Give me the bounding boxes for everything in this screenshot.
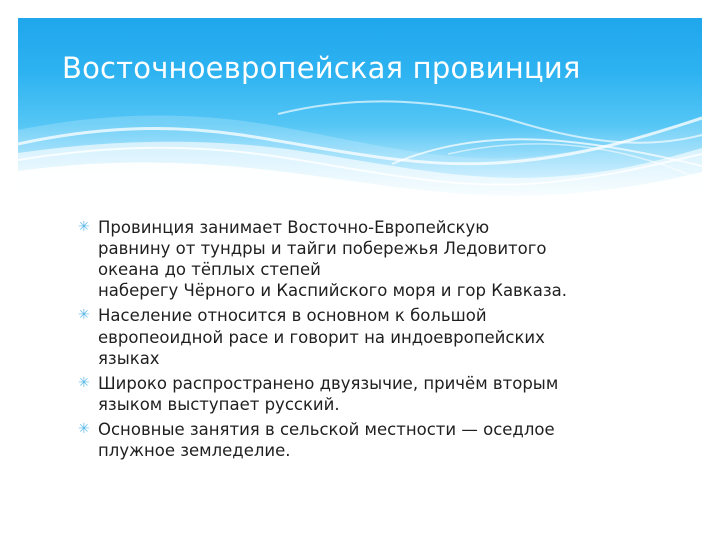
- slide-title: Восточноевропейская провинция: [62, 51, 581, 85]
- asterisk-icon: ✳: [78, 420, 90, 437]
- bullet-item-3: [78, 373, 638, 415]
- asterisk-icon: ✳: [78, 219, 90, 235]
- title-banner: [18, 18, 702, 203]
- bullet-item-4: [78, 419, 638, 461]
- bullet-item-1: [78, 217, 638, 301]
- wave-decoration: [18, 18, 702, 203]
- bullet-line: Широко распространено двуязычие, причём вторым: [98, 373, 559, 393]
- bullet-line: Население относится в основном к большой: [98, 306, 487, 326]
- bullet-text-2: [98, 305, 638, 368]
- bullet-line: океана до тёплых степей: [98, 260, 321, 280]
- bullet-text-3: [98, 373, 638, 415]
- bullet-line: языках: [98, 348, 160, 368]
- bullet-list: [78, 217, 638, 465]
- bullet-line: европеоидной расе и говорит на индоевропейских: [98, 327, 545, 347]
- bullet-line: равнину от тундры и тайги побережья Ледовитого: [98, 239, 547, 259]
- bullet-line: Основные занятия в сельской местности — оседлое: [98, 419, 555, 439]
- bullet-line: плужное земледелие.: [98, 441, 291, 461]
- bullet-item-2: [78, 305, 638, 368]
- bullet-text-1: [98, 217, 638, 301]
- bullet-line: языком выступает русский.: [98, 394, 340, 414]
- bullet-text-4: [98, 419, 638, 461]
- asterisk-icon: ✳: [78, 374, 90, 391]
- asterisk-icon: ✳: [78, 307, 90, 324]
- bullet-line: наберегу Чёрного и Каспийского моря и гор Кавказа.: [98, 281, 567, 301]
- bullet-line: Провинция занимает Восточно-Европейскую: [98, 218, 490, 237]
